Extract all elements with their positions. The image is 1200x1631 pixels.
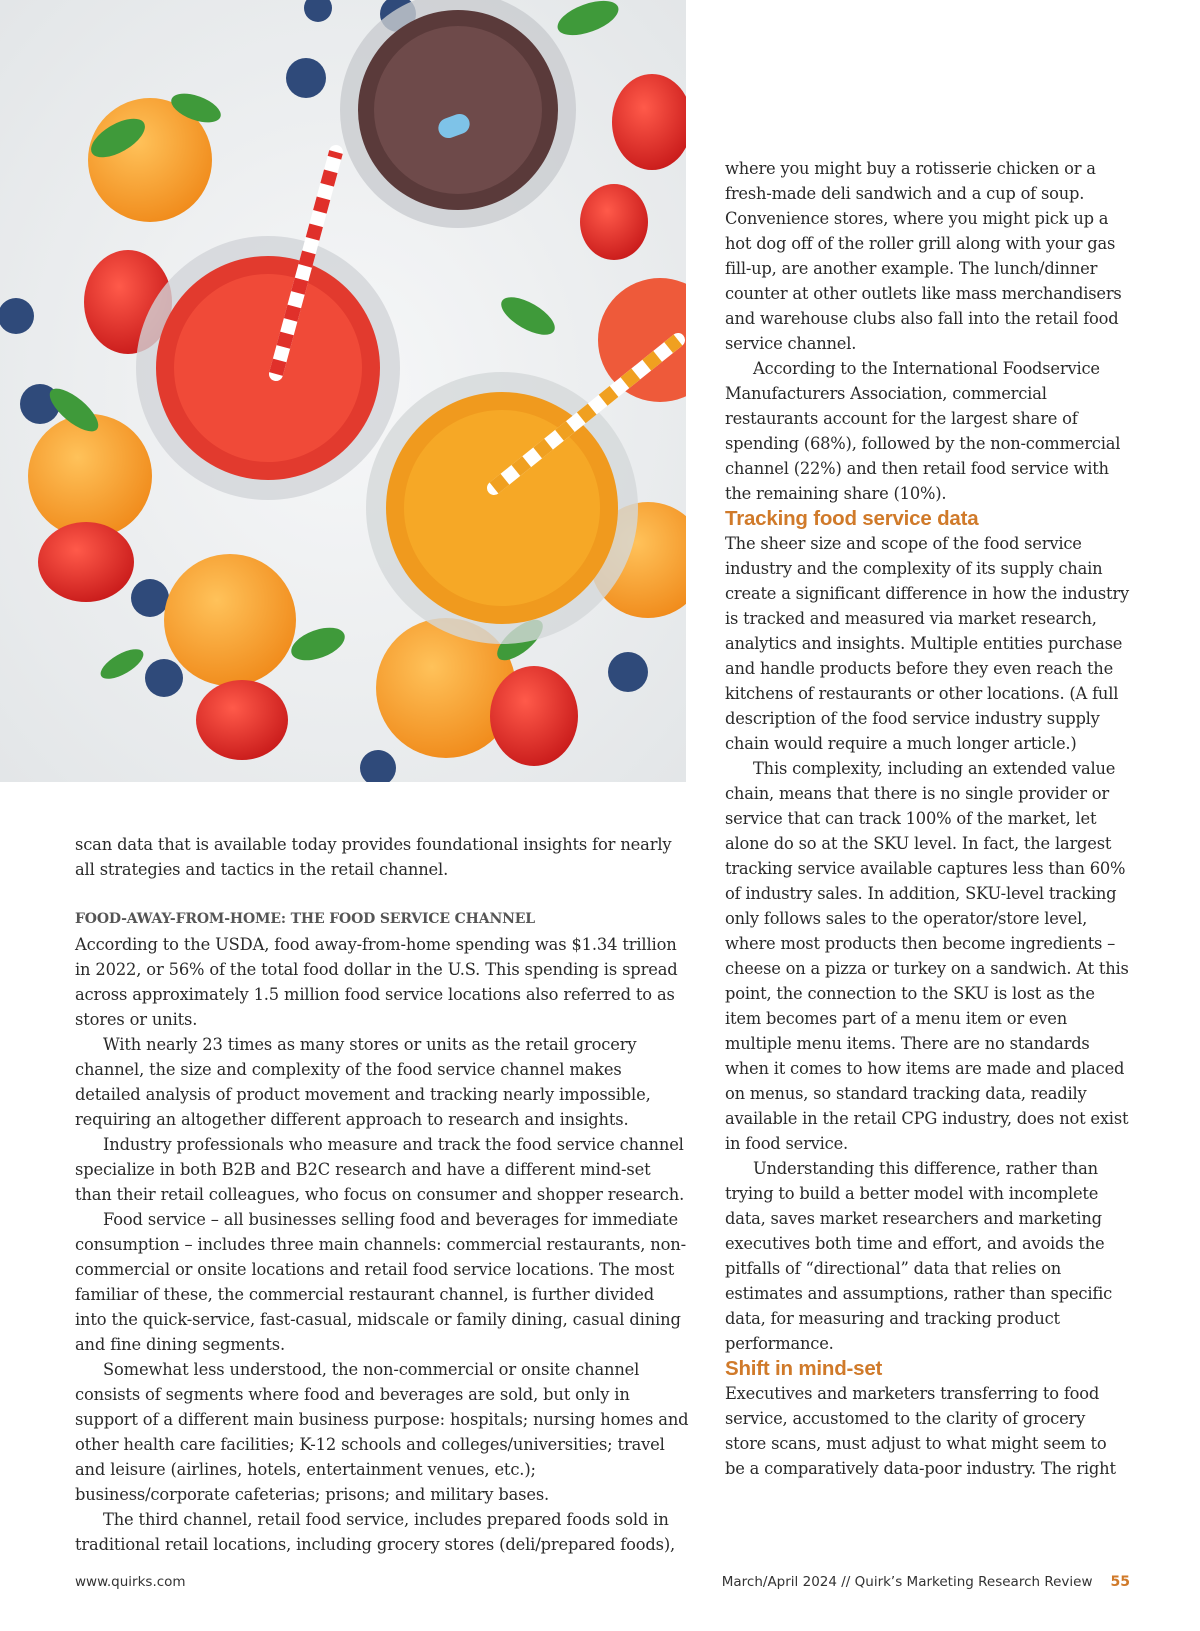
right-column xyxy=(725,156,1130,1481)
footer-issue-text: March/April 2024 // Quirk’s Marketing Research Review xyxy=(721,1574,1093,1590)
article-photo xyxy=(0,0,686,782)
smoothie-jars-photo-icon xyxy=(0,0,686,782)
section-heading: Tracking food service data xyxy=(725,507,979,530)
paragraph: Food service – all businesses selling food and beverages for immediate consumption – includes three main channels: commercial restaurants, non-commercial or onsite locations and retail food service locations. The most familiar of these, the commercial restaurant channel, is further divided into the quick-service, fast-casual, midscale or family dining, casual dining and fine dining segments. xyxy=(75,1210,686,1354)
paragraph: Understanding this difference, rather than trying to build a better model with incomplete data, saves market researchers and marketing executives both time and effort, and avoids the pitfalls of “directional” data that relies on estimates and assumptions, rather than specific data, for measuring and tracking product performance. xyxy=(725,1159,1113,1353)
paragraph: scan data that is available today provides foundational insights for nearly all strategies and tactics in the retail channel. xyxy=(75,835,672,879)
paragraph: According to the USDA, food away-from-home spending was $1.34 trillion in 2022, or 56% of the total food dollar in the U.S. This spending is spread across approximately 1.5 million food service locations also referred to as stores or units. xyxy=(75,935,678,1029)
section-heading: Shift in mind-set xyxy=(725,1357,883,1380)
page-number: 55 xyxy=(1110,1574,1130,1590)
left-column xyxy=(75,832,690,1557)
footer-website: www.quirks.com xyxy=(75,1574,186,1590)
paragraph: Somewhat less understood, the non-commercial or onsite channel consists of segments where food and beverages are sold, but only in support of a different main business purpose: hospitals; nursing homes and other health care facilities; K-12 schools and colleges/universities; travel and leisure (airlines, hotels, entertainment venues, etc.); business/corporate cafeterias; prisons; and military bases. xyxy=(75,1360,689,1504)
paragraph: where you might buy a rotisserie chicken or a fresh-made deli sandwich and a cup of soup. Convenience stores, where you might pick up a hot dog off of the roller grill along with your gas fill-up, are another example. The lunch/dinner counter at other outlets like mass merchandisers and warehouse clubs also fall into the retail food service channel. xyxy=(725,159,1122,353)
paragraph: The third channel, retail food service, includes prepared foods sold in traditional retail locations, including grocery stores (deli/prepared foods), xyxy=(75,1510,676,1554)
paragraph: The sheer size and scope of the food service industry and the complexity of its supply chain create a significant difference in how the industry is tracked and measured via market research, analytics and insights. Multiple entities purchase and handle products before they even reach the kitchens of restaurants or other locations. (A full description of the food service industry supply chain would require a much longer article.) xyxy=(725,534,1129,753)
paragraph: Industry professionals who measure and track the food service channel specialize in both B2B and B2C research and have a different mind-set than their retail colleagues, who focus on consumer and shopper research. xyxy=(75,1135,685,1204)
paragraph: With nearly 23 times as many stores or units as the retail grocery channel, the size and complexity of the food service channel makes detailed analysis of product movement and tracking nearly impossible, requiring an altogether different approach to research and insights. xyxy=(75,1035,651,1129)
footer-issue xyxy=(722,1574,1130,1590)
section-heading: FOOD-AWAY-FROM-HOME: THE FOOD SERVICE CHANNEL xyxy=(75,911,535,927)
paragraph: Executives and marketers transferring to food service, accustomed to the clarity of grocery store scans, must adjust to what might seem to be a comparatively data-poor industry. The right xyxy=(725,1384,1116,1478)
paragraph: According to the International Foodservice Manufacturers Association, commercial restaurants account for the largest share of spending (68%), followed by the non-commercial channel (22%) and then retail food service with the remaining share (10%). xyxy=(725,359,1121,503)
paragraph: This complexity, including an extended value chain, means that there is no single provider or service that can track 100% of the market, let alone do so at the SKU level. In fact, the largest tracking service available captures less than 60% of industry sales. In addition, SKU-level tracking only follows sales to the operator/store level, where most products then become ingredients – cheese on a pizza or turkey on a sandwich. At this point, the connection to the SKU is lost as the item becomes part of a menu item or even multiple menu items. There are no standards when it comes to how items are made and placed on menus, so standard tracking data, readily available in the retail CPG industry, does not exist in food service. xyxy=(725,759,1129,1153)
